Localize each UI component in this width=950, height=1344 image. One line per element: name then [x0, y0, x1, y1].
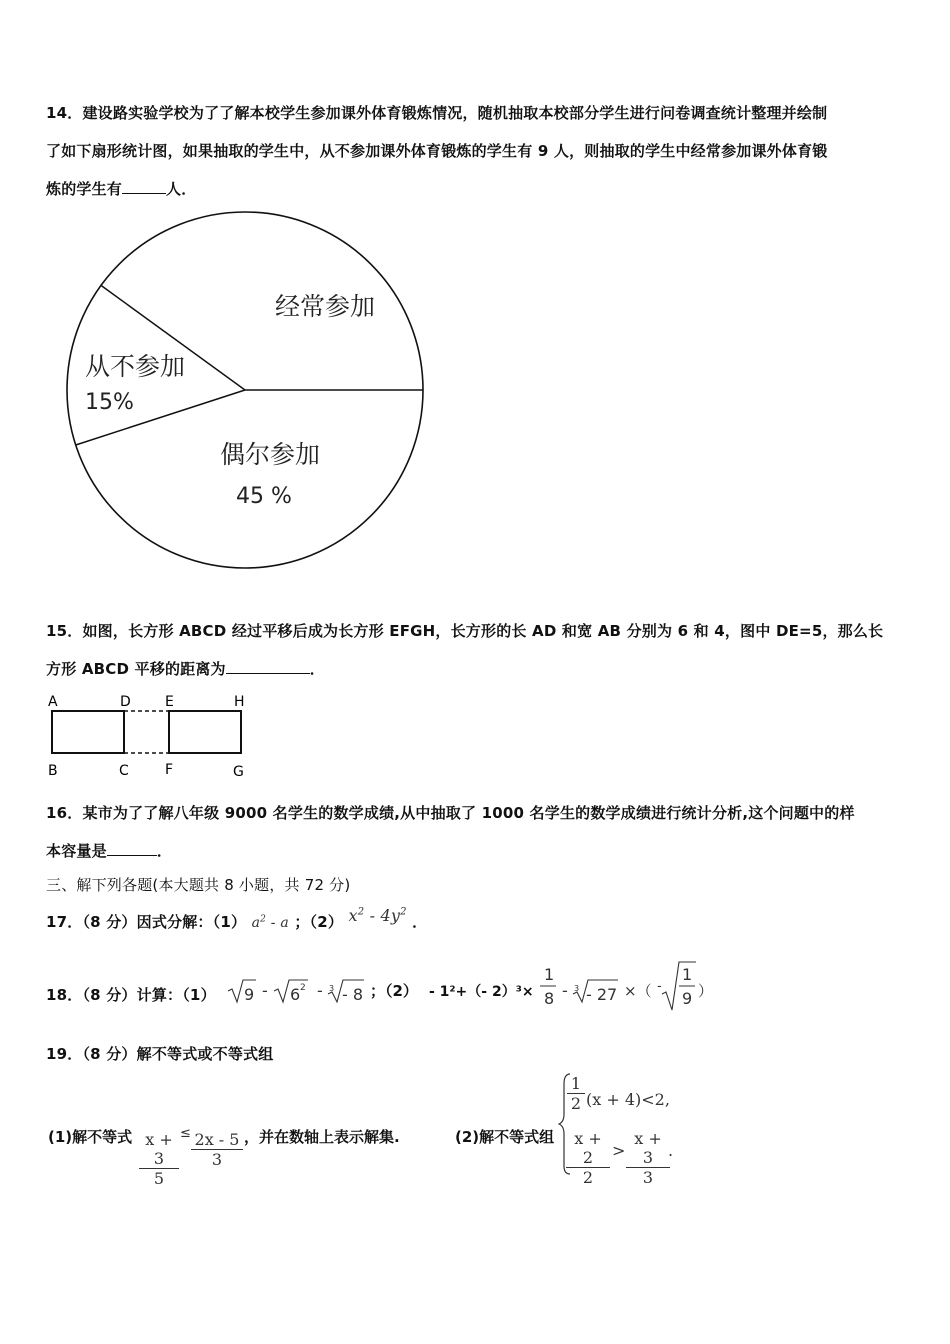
q19-ineq1-frac — [567, 1074, 585, 1113]
slice-percent-never: 15% — [85, 390, 134, 415]
q18-part2-expr: - 1²+（- 2）³× — [429, 984, 534, 1000]
q14-line1: 14．建设路实验学校为了了解本校学生参加课外体育锻炼情况，随机抽取本校部分学生进行问卷调查统计整理并绘制 — [46, 104, 828, 122]
q19-ineq2-end: . — [668, 1141, 674, 1160]
label-e: E — [165, 694, 174, 710]
q17-sep: ；（2） — [294, 913, 344, 931]
slice-percent-sometimes: 45 % — [236, 484, 292, 509]
slice-label-often: 经常参加 — [275, 292, 376, 321]
q18-minus2: - — [317, 981, 323, 1000]
answer-blank — [107, 841, 157, 856]
answer-blank — [226, 659, 310, 674]
slice-label-sometimes: 偶尔参加 — [220, 440, 321, 469]
q18-minus3: - — [562, 981, 568, 1000]
q18-close: ） — [698, 982, 714, 1000]
q17-end: ． — [412, 913, 428, 931]
q16-line2-post: ． — [156, 842, 173, 860]
q18-times: ×（ — [624, 982, 652, 1000]
q16-line2 — [46, 840, 172, 861]
q14-line2: 了如下扇形统计图，如果抽取的学生中，从不参加课外体育锻炼的学生有 9 人，则抽取的学生中经常参加课外体育锻 — [46, 142, 828, 160]
q18-prefix: 18．（8 分）计算：（1） — [46, 986, 216, 1004]
q18-rad2: 6 — [290, 985, 301, 1004]
label-c: C — [119, 763, 129, 779]
q18-sqrt-num: 1 — [682, 965, 693, 984]
label-h: H — [234, 694, 245, 710]
answer-blank — [122, 179, 166, 194]
q18-rad4: - 27 — [586, 985, 618, 1004]
q18-sep: ；（2） — [370, 982, 418, 1000]
label-g: G — [233, 764, 244, 780]
q19-ineq2-frac1 — [566, 1129, 610, 1187]
label-f: F — [165, 762, 174, 778]
q17-prefix: 17．（8 分）因式分解：（1） — [46, 913, 247, 931]
q18-cube-index2: 3 — [574, 984, 580, 993]
q15-line2-pre: 方形 ABCD 平移的距离为 — [46, 660, 226, 678]
q19-ineq2-num2: x + 3 — [626, 1129, 670, 1168]
q19-part1-post: ，并在数轴上表示解集. — [244, 1128, 400, 1146]
q19-ineq2-frac2 — [626, 1129, 670, 1187]
q19-ineq1-rest: (x + 4)<2, — [586, 1090, 670, 1109]
q17-expr2-exp2: 2 — [400, 906, 407, 918]
q19-part1-pre: (1)解不等式 — [48, 1128, 133, 1146]
q17-expr1-base: a — [251, 915, 261, 931]
pie-chart — [60, 205, 440, 580]
q19-frac1-num: x + 3 — [139, 1130, 179, 1169]
q19-ineq1-den: 2 — [570, 1094, 582, 1113]
q17-expr1-rest: - a — [266, 915, 289, 931]
q18-rad1: 9 — [244, 985, 255, 1004]
q19-frac1-den: 5 — [153, 1169, 165, 1188]
q18-rad3: - 8 — [342, 985, 364, 1004]
slice-label-never: 从不参加 — [85, 352, 186, 381]
q15-line1: 15．如图，长方形 ABCD 经过平移后成为长方形 EFGH，长方形的长 AD 和宽 AB 分别为 6 和 4，图中 DE=5，那么长 — [46, 622, 884, 640]
q16-line1: 16．某市为了了解八年级 9000 名学生的数学成绩,从中抽取了 1000 名学生的数学成绩进行统计分析,这个问题中的样 — [46, 804, 855, 822]
section-title: 三、解下列各题(本大题共 8 小题，共 72 分) — [46, 876, 351, 894]
q19-ineq1-num: 1 — [567, 1074, 585, 1094]
q19-ineq2-num1: x + 2 — [566, 1129, 610, 1168]
rectangle-abcd — [52, 711, 124, 753]
q16-line2-pre: 本容量是 — [46, 842, 107, 860]
q18-cube-index1: 3 — [329, 984, 335, 993]
q18-frac-num: 1 — [544, 965, 555, 984]
q19-ineq2-den2: 3 — [642, 1168, 654, 1187]
q19-frac2-den: 3 — [211, 1150, 223, 1169]
q18-frac-den: 8 — [544, 989, 555, 1008]
q19-part2-pre: (2)解不等式组 — [455, 1128, 555, 1146]
label-b: B — [48, 763, 58, 779]
label-a: A — [48, 694, 58, 710]
q17-expr1 — [252, 915, 289, 931]
q18-math — [222, 958, 722, 1018]
translation-figure — [44, 690, 264, 785]
q14-line3 — [46, 178, 196, 199]
q17-expr2-base: x — [348, 906, 358, 925]
q14-line3-post: 人． — [166, 180, 197, 198]
q19-frac2-num: 2x - 5 — [191, 1130, 243, 1150]
q17-expr1-exp: 2 — [260, 914, 267, 925]
q19-fraction2 — [191, 1130, 243, 1169]
q19-fraction1 — [139, 1130, 179, 1188]
q19-ineq2-den1: 2 — [582, 1168, 594, 1187]
q17-expr2-exp: 2 — [357, 906, 365, 918]
label-d: D — [120, 694, 131, 710]
q18-rad2-exp: 2 — [300, 983, 306, 993]
q19-title: 19．（8 分）解不等式或不等式组 — [46, 1045, 274, 1063]
q18-minus1: - — [262, 981, 268, 1000]
q18-sqrt-den: 9 — [682, 989, 693, 1008]
q17-expr2-mid: - 4y — [364, 906, 401, 925]
q17-expr2 — [349, 906, 407, 925]
rectangle-efgh — [169, 711, 241, 753]
q15-line2-post: ． — [309, 660, 325, 678]
q19-ineq2-rel: > — [612, 1141, 626, 1160]
q14-line3-pre: 炼的学生有 — [46, 180, 123, 198]
q18-neg: - — [657, 979, 662, 994]
q19-part1-rel: ≤ — [180, 1126, 191, 1141]
q17-line — [46, 906, 428, 932]
q15-line2 — [46, 658, 325, 679]
